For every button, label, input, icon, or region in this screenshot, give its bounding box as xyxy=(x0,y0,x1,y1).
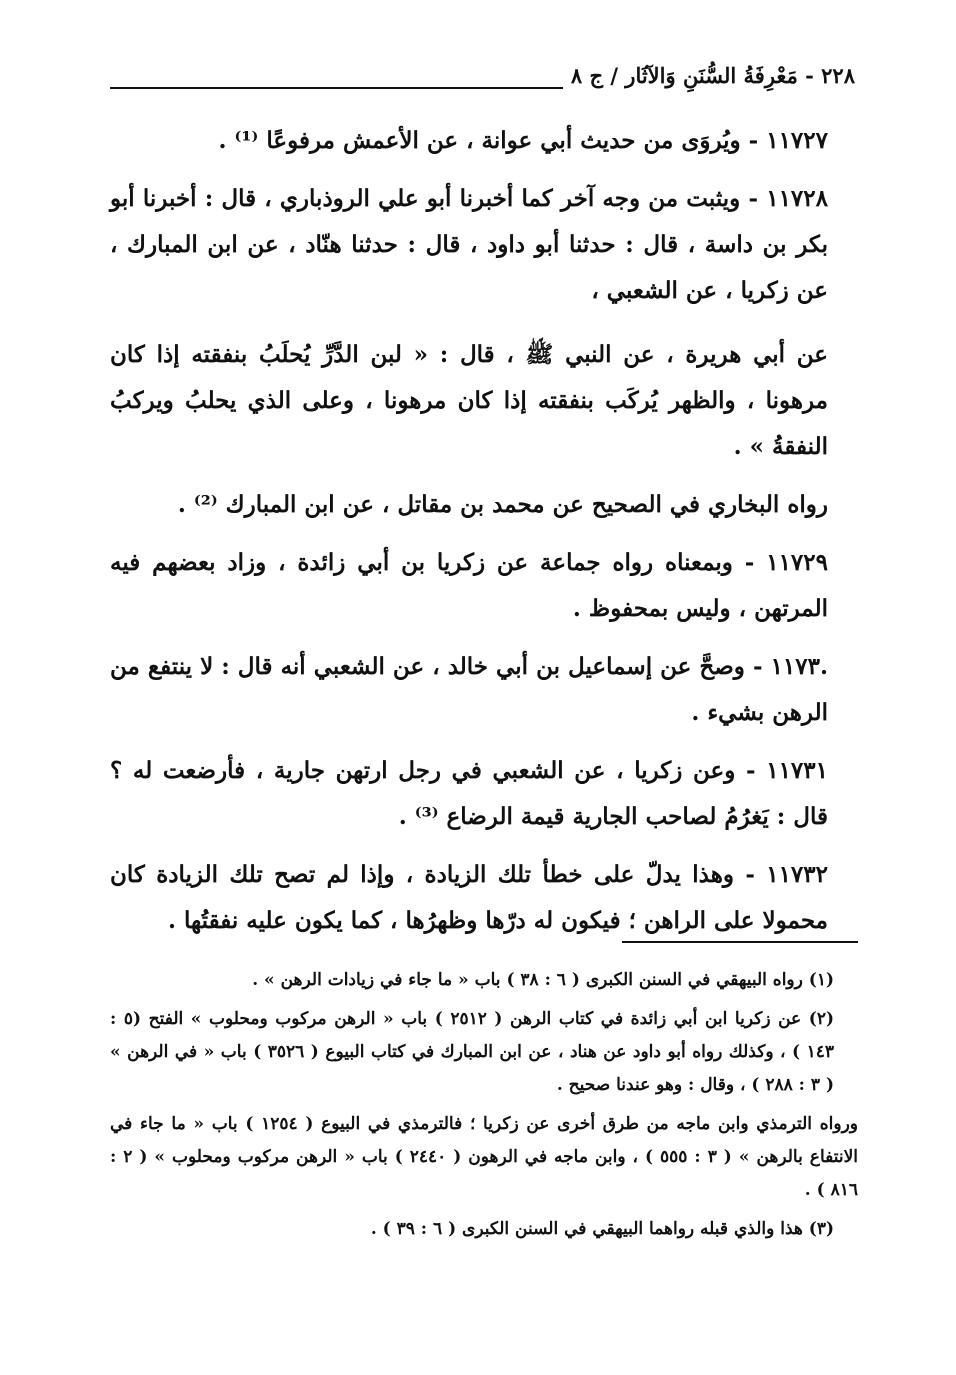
running-header xyxy=(110,62,855,96)
footnote-1: (١) رواه البيهقي في السنن الكبرى ( ٦ : ٣٨ ) باب « ما جاء في زيادات الرهن » . xyxy=(252,970,834,990)
footnote-3: (٣) هذا والذي قبله رواهما البيهقي في السنن الكبرى ( ٦ : ٣٩ ) . xyxy=(370,1219,834,1239)
paragraph-bukhari-note: رواه البخاري في الصحيح عن محمد بن مقاتل ، عن ابن المبارك ⁽²⁾ . xyxy=(177,491,828,518)
paragraph-11730: .١١٧٣ - وصحَّ عن إسماعيل بن أبي خالد ، عن الشعبي أنه قال : لا ينتفع من الرهن بشيء . xyxy=(110,653,828,726)
paragraph-11732: ١١٧٣٢ - وهذا يدلّ على خطأ تلك الزيادة ، وإذا لم تصح تلك الزيادة كان محمولا على الراهن ؛ فيكون له درّها وظهرُها ، كما يكون عليه نفقتُها . xyxy=(110,861,828,934)
footnote-2: (٢) عن زكريا ابن أبي زائدة في كتاب الرهن ( ٢٥١٢ ) باب « الرهن مركوب ومحلوب » الفتح (٥ : ١٤٣ ) ، وكذلك رواه أبو داود عن هناد ، عن ابن المبارك في كتاب البيوع ( ٣٥٢٦ ) باب « في الرهن » ( ٣ : ٢٨٨ ) ، وقال : وهو عندنا صحيح . xyxy=(110,1009,834,1095)
main-text xyxy=(110,118,858,956)
footnote-separator xyxy=(622,941,858,943)
hadith-text: عن أبي هريرة ، عن النبي ﷺ ، قال : « لبن الدَّرِّ يُحلَبُ بنفقته إذا كان مرهونا ، والظهر يُركَب بنفقته إذا كان مرهونا ، وعلى الذي يحلبُ ويركبُ النفقةُ » . xyxy=(110,341,828,460)
paragraph-11728: ١١٧٢٨ - ويثبت من وجه آخر كما أخبرنا أبو علي الروذباري ، قال : أخبرنا أبو بكر بن داسة ، قال : حدثنا أبو داود ، قال : حدثنا هنّاد ، عن ابن المبارك ، عن زكريا ، عن الشعبي ، xyxy=(110,185,828,304)
footnote-2-continued: ورواه الترمذي وابن ماجه من طرق أخرى عن زكريا ؛ فالترمذي في البيوع ( ١٢٥٤ ) باب « ما جاء في الانتفاع بالرهن » ( ٣ : ٥٥٥ ) ، وابن ماجه في الرهون ( ٢٤٤٠ ) باب « الرهن مركوب ومحلوب » ( ٢ : ٨١٦ ) . xyxy=(110,1114,858,1200)
running-header-text: ٢٢٨ - مَعْرِفَةُ السُّنَنِ وَالآثَار / ج ٨ xyxy=(563,62,855,90)
paragraph-11731: ١١٧٣١ - وعن زكريا ، عن الشعبي في رجل ارتهن جارية ، فأرضعت له ؟ قال : يَغرُمُ لصاحب الجارية قيمة الرضاع ⁽³⁾ . xyxy=(110,757,828,830)
paragraph-11729: ١١٧٢٩ - وبمعناه رواه جماعة عن زكريا بن أبي زائدة ، وزاد بعضهم فيه المرتهن ، وليس بمحفوظ . xyxy=(110,549,828,622)
footnotes xyxy=(110,964,858,1252)
paragraph-11727: ١١٧٢٧ - ويُروَى من حديث أبي عوانة ، عن الأعمش مرفوعًا ⁽¹⁾ . xyxy=(218,127,828,154)
